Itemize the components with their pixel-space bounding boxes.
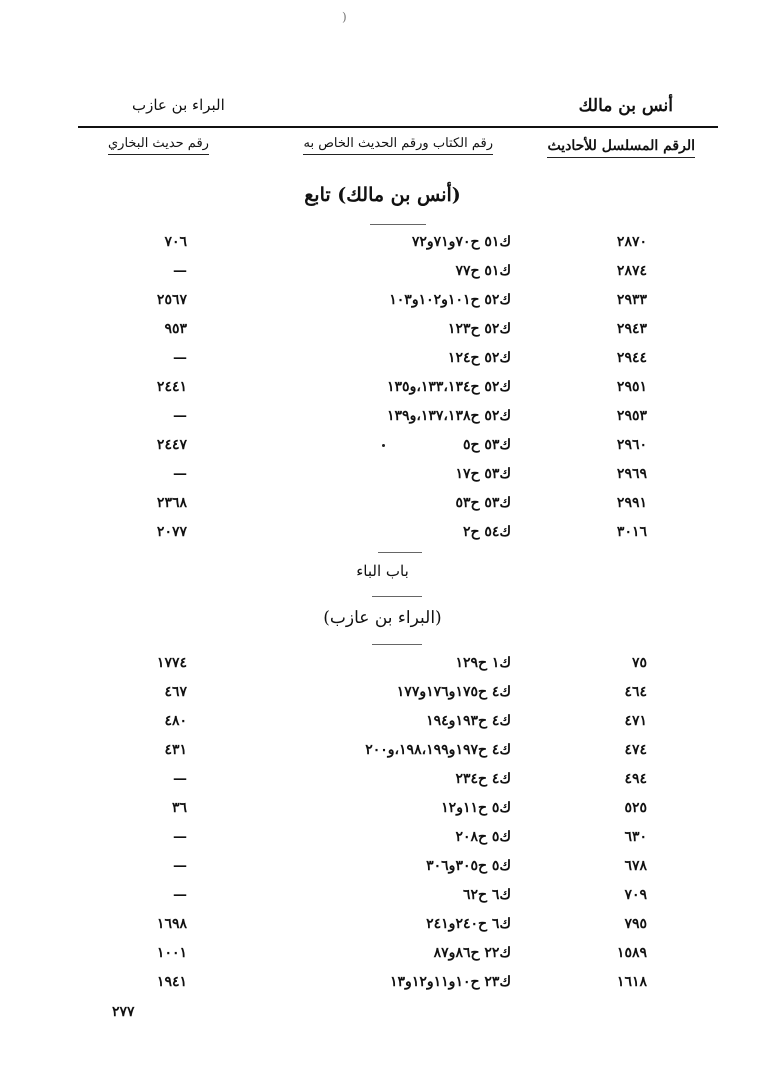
column-header-serial: الرقم المسلسل للأحاديث <box>547 138 695 158</box>
serial-number-cell: ١٦١٨ <box>616 974 647 990</box>
table-row <box>0 913 765 942</box>
table-row <box>0 739 765 768</box>
book-hadith-cell: ك٥٣ ح٥ <box>462 437 511 453</box>
running-header-right: أنس بن مالك <box>578 96 673 116</box>
table-row <box>0 463 765 492</box>
table-row <box>0 289 765 318</box>
serial-number-cell: ٤٧٤ <box>624 742 647 758</box>
serial-number-cell: ٤٩٤ <box>624 771 647 787</box>
book-hadith-cell: ك٢٣ ح١٠و١١و١٢و١٣ <box>390 974 511 990</box>
serial-number-cell: ٧٠٩ <box>624 887 647 903</box>
running-header-left: البراء بن عازب <box>132 96 225 114</box>
serial-number-cell: ٢٩٣٣ <box>616 292 647 308</box>
book-hadith-cell: ك٤ ح١٧٥و١٧٦و١٧٧ <box>396 684 511 700</box>
scan-mark: ) <box>342 10 347 24</box>
book-hadith-cell: ك٥٢ ح١٠١و١٠٢و١٠٣ <box>389 292 511 308</box>
table-row <box>0 884 765 913</box>
table-row <box>0 434 765 463</box>
table-row <box>0 376 765 405</box>
book-hadith-cell: ك٥٤ ح٢ <box>462 524 511 540</box>
table-row <box>0 855 765 884</box>
book-hadith-cell: ك٥٢ ح١٢٤ <box>447 350 511 366</box>
column-header-bukhari: رقم حديث البخاري <box>108 136 209 155</box>
serial-number-cell: ٥٢٥ <box>624 800 647 816</box>
book-hadith-cell: ك٤ ح١٩٣و١٩٤ <box>426 713 511 729</box>
table-row <box>0 347 765 376</box>
book-hadith-cell: ك٤ ح٢٣٤ <box>455 771 511 787</box>
book-hadith-cell: ك٢٢ ح٨٦و٨٧ <box>433 945 511 961</box>
bukhari-number-cell: ٣٦ <box>171 800 187 816</box>
book-hadith-cell: ك٥١ ح٧٧ <box>455 263 511 279</box>
book-hadith-cell: ك٥٢ ح١٢٣ <box>447 321 511 337</box>
book-hadith-cell: ك٦ ح٦٢ <box>462 887 511 903</box>
section-divider <box>372 644 422 645</box>
table-row <box>0 681 765 710</box>
table-row <box>0 405 765 434</box>
section-title-baraa: (البراء بن عازب) <box>323 608 442 628</box>
serial-number-cell: ٦٣٠ <box>624 829 647 845</box>
table-row <box>0 710 765 739</box>
bukhari-number-cell: ١٧٧٤ <box>156 655 187 671</box>
table-row <box>0 826 765 855</box>
table-row <box>0 231 765 260</box>
book-hadith-cell: ك٥٢ ح١٣٧،١٣٨،و١٣٩ <box>387 408 511 424</box>
book-hadith-cell: ك٥١ ح٧٠و٧١و٧٢ <box>411 234 511 250</box>
bukhari-number-cell: ٢٣٦٨ <box>156 495 187 511</box>
table-row <box>0 318 765 347</box>
book-hadith-cell: ك٥٣ ح١٧ <box>455 466 511 482</box>
table-row <box>0 797 765 826</box>
book-hadith-cell: ك٥ ح٢٠٨ <box>455 829 511 845</box>
header-rule <box>78 126 718 128</box>
bukhari-number-cell: ٢٤٤٧ <box>156 437 187 453</box>
book-hadith-cell: ك٥٢ ح١٣٣،١٣٤،و١٣٥ <box>387 379 511 395</box>
serial-number-cell: ٢٩٦٠ <box>616 437 647 453</box>
table-row <box>0 492 765 521</box>
section-divider <box>370 224 426 225</box>
serial-number-cell: ٤٧١ <box>624 713 647 729</box>
page-number: ٢٧٧ <box>112 1004 135 1020</box>
table-rows-baraa <box>0 652 765 1000</box>
book-hadith-cell: ك٥ ح٣٠٥و٣٠٦ <box>426 858 511 874</box>
serial-number-cell: ٢٩٦٩ <box>616 466 647 482</box>
bukhari-number-cell: — <box>173 829 187 845</box>
bukhari-number-cell: ٤٣١ <box>164 742 187 758</box>
book-hadith-cell: ك٥٣ ح٥٣ <box>455 495 511 511</box>
bukhari-number-cell: ٢٠٧٧ <box>156 524 187 540</box>
bukhari-number-cell: — <box>173 466 187 482</box>
serial-number-cell: ٧٩٥ <box>624 916 647 932</box>
serial-number-cell: ١٥٨٩ <box>616 945 647 961</box>
bukhari-number-cell: ٤٦٧ <box>164 684 187 700</box>
bukhari-number-cell: ٢٤٤١ <box>156 379 187 395</box>
column-header-book: رقم الكتاب ورقم الحديث الخاص به <box>303 136 493 155</box>
section-divider <box>372 596 422 597</box>
serial-number-cell: ٢٩٥١ <box>616 379 647 395</box>
section-title-anas: (أنس بن مالك) تابع <box>304 184 461 206</box>
bukhari-number-cell: — <box>173 408 187 424</box>
serial-number-cell: ٢٩٩١ <box>616 495 647 511</box>
book-hadith-cell: ك٥ ح١١و١٢ <box>441 800 511 816</box>
table-row <box>0 652 765 681</box>
table-row <box>0 521 765 550</box>
serial-number-cell: ٣٠١٦ <box>616 524 647 540</box>
book-hadith-cell: ك٦ ح٢٤٠و٢٤١ <box>426 916 511 932</box>
serial-number-cell: ٢٩٤٤ <box>616 350 647 366</box>
bukhari-number-cell: ٩٥٣ <box>164 321 187 337</box>
bukhari-number-cell: — <box>173 350 187 366</box>
bukhari-number-cell: ١٦٩٨ <box>156 916 187 932</box>
serial-number-cell: ٧٥ <box>631 655 647 671</box>
serial-number-cell: ٤٦٤ <box>624 684 647 700</box>
serial-number-cell: ٢٩٤٣ <box>616 321 647 337</box>
serial-number-cell: ٢٨٧٠ <box>616 234 647 250</box>
serial-number-cell: ٦٧٨ <box>624 858 647 874</box>
stray-dot <box>382 444 385 447</box>
bukhari-number-cell: ٤٨٠ <box>164 713 187 729</box>
book-hadith-cell: ك٤ ح١٩٧و١٩٨،١٩٩،و٢٠٠ <box>365 742 511 758</box>
table-row <box>0 942 765 971</box>
table-row <box>0 971 765 1000</box>
bukhari-number-cell: — <box>173 263 187 279</box>
section-title-chapter: باب الباء <box>356 562 409 580</box>
section-divider <box>378 552 422 553</box>
serial-number-cell: ٢٨٧٤ <box>616 263 647 279</box>
bukhari-number-cell: — <box>173 887 187 903</box>
table-row <box>0 260 765 289</box>
bukhari-number-cell: — <box>173 858 187 874</box>
table-row <box>0 768 765 797</box>
book-hadith-cell: ك١ ح١٢٩ <box>455 655 511 671</box>
bukhari-number-cell: ١٠٠١ <box>156 945 187 961</box>
serial-number-cell: ٢٩٥٣ <box>616 408 647 424</box>
bukhari-number-cell: ٧٠٦ <box>164 234 187 250</box>
bukhari-number-cell: ١٩٤١ <box>156 974 187 990</box>
bukhari-number-cell: — <box>173 771 187 787</box>
table-rows-anas <box>0 231 765 550</box>
bukhari-number-cell: ٢٥٦٧ <box>156 292 187 308</box>
